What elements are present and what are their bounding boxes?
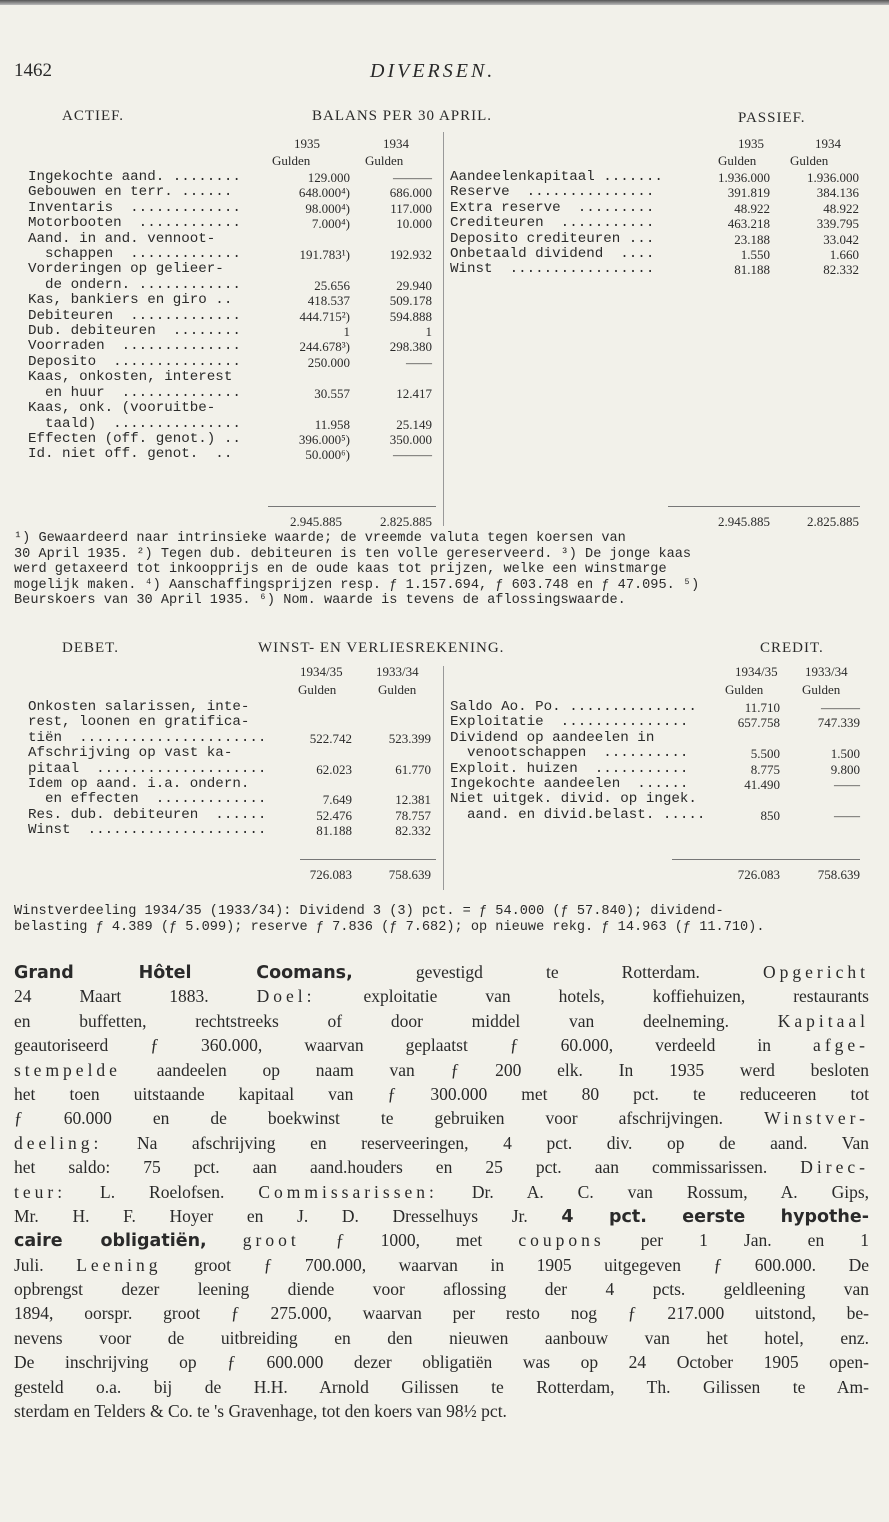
label-doel: Doel: (256, 986, 316, 1007)
pl-credit-unit-1: Gulden (725, 682, 764, 697)
balance-left-title: ACTIEF. (62, 108, 125, 124)
balance-passiva-total-rule (668, 506, 860, 507)
article-line (14, 1204, 869, 1228)
pl-title: WINST- EN VERLIESREKENING. (258, 640, 505, 656)
article-line (14, 1131, 869, 1155)
balance-passiva-year-1935: 1935 (738, 136, 764, 151)
pl-credit-unit-2: Gulden (802, 682, 841, 697)
article-line: nevens voor de uitbreiding en den nieuwen aanbouw van het hotel, enz. (14, 1327, 869, 1348)
pl-total-credit-1: 726.083 (737, 867, 780, 882)
label-opgericht: Opgericht (763, 962, 869, 982)
label-afgestempelde-2: stempelde (14, 1059, 121, 1080)
pl-credit-total-rule (672, 859, 860, 860)
article-line: sterdam en Telders & Co. te 's Gravenhage, tot den koers van 98½ pct. (14, 1401, 507, 1422)
article-text: exploitatie van hotels, koffiehuizen, restaurants (315, 986, 869, 1007)
company-article (14, 960, 869, 1423)
article-text: per 1 Jan. en 1 (604, 1230, 869, 1251)
pl-credit-year-1: 1934/35 (735, 664, 778, 679)
article-text: geautoriseerd ƒ 360.000, waarvan geplaatst ƒ 60.000, verdeeld in (14, 1035, 814, 1056)
article-text: ƒ 1000, met (299, 1230, 519, 1251)
balance-passiva-1934-values: 1.936.000 384.136 48.922 339.795 33.042 1.660 82.332 (807, 170, 859, 278)
balance-title: BALANS PER 30 APRIL. (312, 108, 493, 124)
balance-passiva-unit-1: Gulden (718, 153, 757, 168)
article-text: gevestigd te Rotterdam. (352, 962, 764, 982)
article-line: 1894, oorspr. groot ƒ 275.000, waarvan per resto nog ƒ 217.000 uitstond, be- (14, 1303, 869, 1324)
balance-footnotes: ¹) Gewaardeerd naar intrinsieke waarde; de vreemde valuta tegen koersen van 30 April 1935. ²) Tegen dub. debiteuren is ten volle gereserveerd. ³) De jonge kaas werd getaxeerd tot inkoopprijs en de oude kaas tot prijzen, welke een winstmarge mogelijk maken. ⁴) Aanschaffingsprijzen resp. ƒ 1.157.694, ƒ 603.748 en ƒ 47.095. ⁵) Beurskoers van 30 April 1935. ⁶) Nom. waarde is tevens de aflossingswaarde. (14, 531, 700, 608)
pl-debet-unit-2: Gulden (378, 682, 417, 697)
balance-passiva-unit-2: Gulden (790, 153, 829, 168)
pl-credit-values-1: 11.710 657.758 5.500 8.775 41.490 850 (737, 700, 780, 823)
pl-debet-labels: Onkosten salarissen, inte- rest, loonen en gratifica- tiën ...................... Afschrijving op vast ka- pitaal .................... Idem op aand. i.a. ondern. en effecten ............. Res. dub. debiteuren ...... Winst ..................... (28, 699, 267, 839)
pl-debet-unit-1: Gulden (298, 682, 337, 697)
pl-credit-values-2: ——— 747.339 1.500 9.800 —— —— (817, 700, 860, 823)
balance-activa-unit-2: Gulden (365, 153, 404, 168)
balance-activa-year-1935: 1935 (294, 136, 320, 151)
pl-total-credit-2: 758.639 (817, 867, 860, 882)
balance-total-activa-1934: 2.825.885 (380, 514, 432, 529)
balance-passiva-1935-values: 1.936.000 391.819 48.922 463.218 23.188 1.550 81.188 (718, 170, 770, 278)
label-afgestempelde-1: afge- (813, 1035, 869, 1056)
article-line (14, 1253, 869, 1277)
balance-right-title: PASSIEF. (738, 110, 806, 126)
pl-debet-values-2: 523.399 61.770 12.381 78.757 82.332 (388, 730, 431, 839)
balance-activa-1934-values: ——— 686.000 117.000 10.000 192.932 29.940 509.178 594.888 1 298.380 —— 12.417 25.149 350.000 ——— (389, 170, 432, 463)
article-text: L. Roelofsen. (66, 1181, 259, 1202)
balance-passiva-labels: Aandeelenkapitaal ....... Reserve ............... Extra reserve ......... Crediteuren ........... Deposito crediteuren ... Onbetaald dividend .... Winst ................. (450, 169, 663, 278)
article-text: Juli. (14, 1254, 77, 1275)
bond-title-1: 4 pct. eerste hypothe- (561, 1206, 869, 1227)
pl-credit-labels: Saldo Ao. Po. ............... Exploitatie ............... Dividend op aandeelen in venootschappen .......... Exploit. huizen ........... Ingekochte aandeelen ...... Niet uitgek. divid. op ingek. aand. en divid.belast. ..... (450, 699, 706, 823)
label-groot: groot (242, 1230, 300, 1251)
article-text: het saldo: 75 pct. aan aand.houders en 25 pct. aan commissarissen. (14, 1157, 801, 1178)
article-text: Na afschrijving en reserveeringen, 4 pct. div. op de aand. Van (102, 1132, 869, 1153)
pl-debet-year-1: 1934/35 (300, 664, 343, 679)
winstverdeeling-note: Winstverdeeling 1934/35 (1933/34): Dividend 3 (3) pct. = ƒ 54.000 (ƒ 57.840); dividend- belasting ƒ 4.389 (ƒ 5.099); reserve ƒ 7.836 (ƒ 7.682); op nieuwe rekg. ƒ 14.963 (ƒ 11.710). (14, 904, 765, 935)
article-text: aandeelen op naam van ƒ 200 elk. In 1935 werd besloten (120, 1059, 869, 1080)
article-text: ƒ 60.000 en de boekwinst te gebruiken voor afschrijvingen. (14, 1108, 765, 1129)
article-line: opbrengst dezer leening diende voor aflossing der 4 pcts. geldleening van (14, 1279, 869, 1300)
pl-debet-year-2: 1933/34 (376, 664, 419, 679)
label-coupons: coupons (518, 1230, 605, 1251)
balance-activa-unit-1: Gulden (272, 153, 311, 168)
article-text: en buffetten, rechtstreeks of door middel van deelneming. (14, 1010, 778, 1031)
page-number: 1462 (14, 60, 52, 81)
article-text: Mr. H. F. Hoyer en J. D. Dresselhuys Jr. (14, 1205, 562, 1226)
article-line (14, 1106, 869, 1130)
article-text: 24 Maart 1883. (14, 986, 257, 1007)
label-commissarissen: Commissarissen: (258, 1181, 438, 1202)
balance-column-divider (443, 132, 444, 526)
label-winstverdeeling-1: Winstver- (764, 1108, 869, 1129)
article-text: Dr. A. C. van Rossum, A. Gips, (437, 1181, 870, 1202)
balance-total-passiva-1935: 2.945.885 (718, 514, 770, 529)
balance-activa-total-rule (268, 506, 436, 507)
article-line (14, 1180, 869, 1204)
balance-passiva-year-1934: 1934 (815, 136, 841, 151)
label-leening: Leening (76, 1254, 162, 1275)
pl-left-title: DEBET. (62, 640, 119, 656)
balance-activa-year-1934: 1934 (383, 136, 409, 151)
article-line (14, 1009, 869, 1033)
article-line (14, 984, 869, 1008)
label-winstverdeeling-2: deeling: (14, 1132, 103, 1153)
balance-total-passiva-1934: 2.825.885 (807, 514, 859, 529)
article-text: groot ƒ 700.000, waarvan in 1905 uitgegeven ƒ 600.000. De (161, 1254, 869, 1275)
bond-title-2: caire obligatiën, (14, 1231, 207, 1252)
article-line: het toen uitstaande kapitaal van ƒ 300.000 met 80 pct. te reduceeren tot (14, 1083, 869, 1104)
balance-activa-1935-values: 129.000 648.000⁴) 98.000⁴) 7.000⁴) 191.783¹) 25.656 418.537 444.715²) 1 244.678³) 250.000 30.557 11.958 396.000⁵) 50.000⁶) (298, 170, 350, 463)
page-top-edge (0, 0, 889, 5)
pl-column-divider (443, 666, 444, 890)
pl-total-debet-2: 758.639 (388, 867, 431, 882)
article-line (14, 1228, 869, 1252)
balance-activa-labels: Ingekochte aand. ........ Gebouwen en terr. ...... Inventaris ............. Motorbooten ............ Aand. in and. vennoot- schappen ............. Vorderingen op gelieer- de ondern. ............ Kas, bankiers en giro .. Debiteuren ............. Dub. debiteuren ........ Voorraden .............. Deposito ............... Kaas, onkosten, interest en huur .............. Kaas, onk. (vooruitbe- taald) ............... Effecten (off. genot.) .. Id. niet off. genot. .. (28, 169, 241, 463)
article-line (14, 960, 869, 984)
article-line (14, 1155, 869, 1179)
article-line (14, 1033, 869, 1057)
company-name: Grand Hôtel Coomans, (14, 963, 353, 983)
pl-total-debet-1: 726.083 (309, 867, 352, 882)
article-line (14, 1058, 869, 1082)
pl-debet-total-rule (300, 859, 436, 860)
pl-debet-values-1: 522.742 62.023 7.649 52.476 81.188 (309, 730, 352, 839)
label-directeur-1: Direc- (800, 1157, 869, 1178)
label-kapitaal: Kapitaal (777, 1010, 869, 1031)
balance-total-activa-1935: 2.945.885 (290, 514, 342, 529)
running-head: DIVERSEN. (370, 60, 496, 82)
pl-right-title: CREDIT. (760, 640, 824, 656)
article-line: gesteld o.a. bij de H.H. Arnold Gilissen te Rotterdam, Th. Gilissen te Am- (14, 1376, 869, 1397)
label-directeur-2: teur: (14, 1181, 67, 1202)
article-line: De inschrijving op ƒ 600.000 dezer obligatiën was op 24 October 1905 open- (14, 1352, 869, 1373)
pl-credit-year-2: 1933/34 (805, 664, 848, 679)
